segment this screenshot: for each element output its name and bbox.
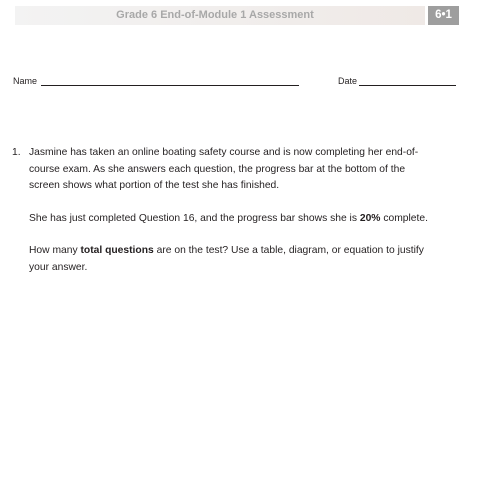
question-text: are on the test? Use a table, diagram, or equation to justify bbox=[153, 245, 424, 256]
module-badge: 6•1 bbox=[428, 6, 459, 25]
question-text: She has just completed Question 16, and the progress bar shows she is bbox=[29, 212, 360, 224]
question-text-line bbox=[29, 243, 469, 260]
question-paragraph-3 bbox=[29, 243, 469, 276]
page-header-title: Grade 6 End-of-Module 1 Assessment bbox=[116, 9, 314, 21]
name-field-line bbox=[41, 85, 299, 86]
percent-complete: 20% bbox=[359, 212, 381, 224]
question-number: 1. bbox=[12, 147, 21, 158]
question-text-line: Jasmine has taken an online boating safety course and is now completing her end-of- bbox=[29, 147, 419, 158]
total-questions-emphasis: total questions bbox=[80, 245, 154, 256]
question-body bbox=[29, 145, 469, 276]
date-field-line bbox=[359, 85, 456, 86]
question-text-line: course exam. As she answers each question, the progress bar at the bottom of the bbox=[29, 163, 406, 175]
question-text: complete. bbox=[380, 212, 428, 224]
date-label: Date bbox=[338, 76, 358, 86]
question-paragraph-1 bbox=[29, 145, 469, 195]
question-text-line: screen shows what portion of the test she has finished. bbox=[29, 180, 280, 191]
question-text: How many bbox=[29, 245, 81, 256]
name-label: Name bbox=[13, 76, 38, 86]
question-paragraph-2 bbox=[29, 211, 469, 228]
question-text-line: your answer. bbox=[29, 261, 88, 273]
question-text-line bbox=[29, 211, 469, 228]
